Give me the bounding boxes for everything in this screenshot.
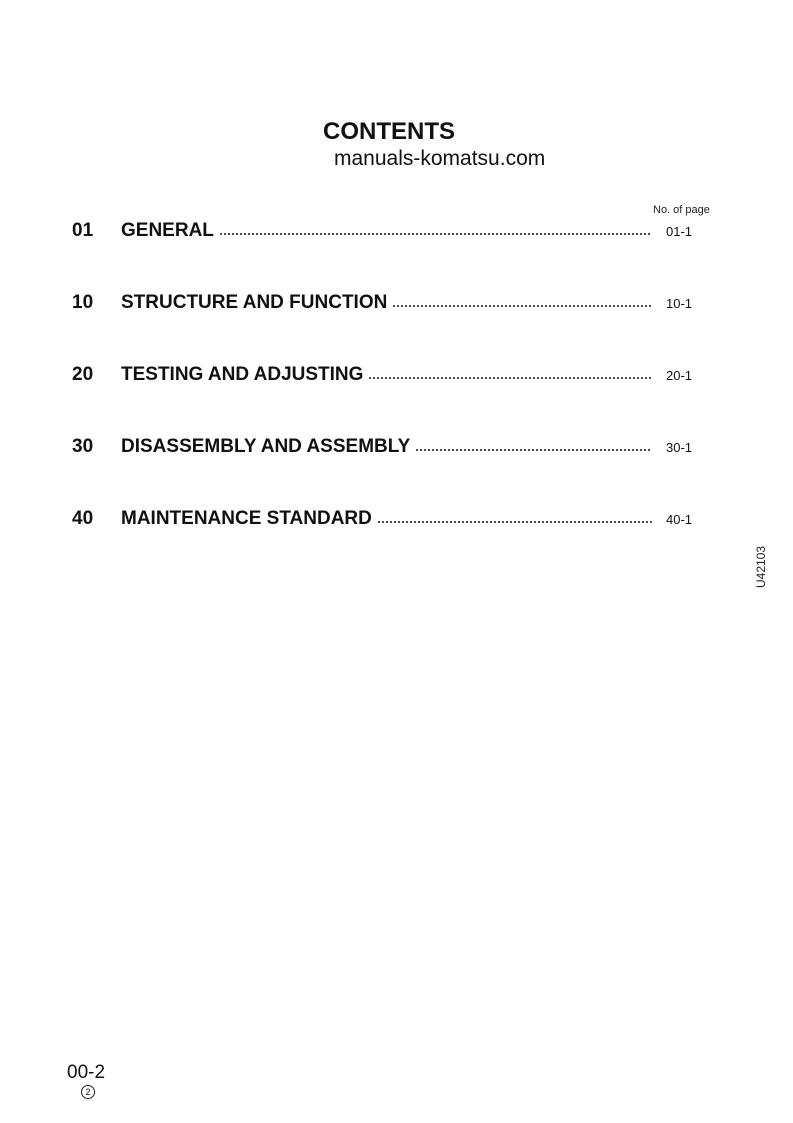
toc-section-number: 30 [72,436,94,457]
dot-leader [415,448,652,452]
toc-entry-maintenance-standard[interactable] [72,506,712,532]
toc-page-ref: 10-1 [666,296,693,311]
dot-leader [392,304,652,308]
document-code: U42103 [754,545,768,588]
toc-section-number: 20 [72,364,94,385]
dot-leader [219,232,652,236]
toc-section-title: TESTING AND ADJUSTING [121,364,364,385]
dot-leader [377,520,652,524]
toc-entry-disassembly-and-assembly[interactable] [72,434,712,460]
toc-page-ref: 40-1 [666,512,693,527]
page-number: 00-2 [67,1062,106,1083]
revision-mark: 2 [81,1085,95,1099]
toc-section-number: 01 [72,220,94,241]
watermark-text: manuals-komatsu.com [334,147,546,170]
toc-section-title: GENERAL [121,220,214,241]
toc-entry-testing-and-adjusting[interactable] [72,362,712,388]
toc-section-title: STRUCTURE AND FUNCTION [121,292,388,313]
toc-entry-general[interactable] [72,218,712,244]
toc-section-title: MAINTENANCE STANDARD [121,508,372,529]
page-title: CONTENTS [323,118,455,145]
toc-section-title: DISASSEMBLY AND ASSEMBLY [121,436,411,457]
toc-page-ref: 30-1 [666,440,693,455]
dot-leader [368,376,652,380]
toc-page-ref: 01-1 [666,224,693,239]
page-number-column-header: No. of page [653,204,710,216]
toc-entry-structure-and-function[interactable] [72,290,712,316]
toc-section-number: 40 [72,508,94,529]
toc-section-number: 10 [72,292,94,313]
toc-page-ref: 20-1 [666,368,693,383]
